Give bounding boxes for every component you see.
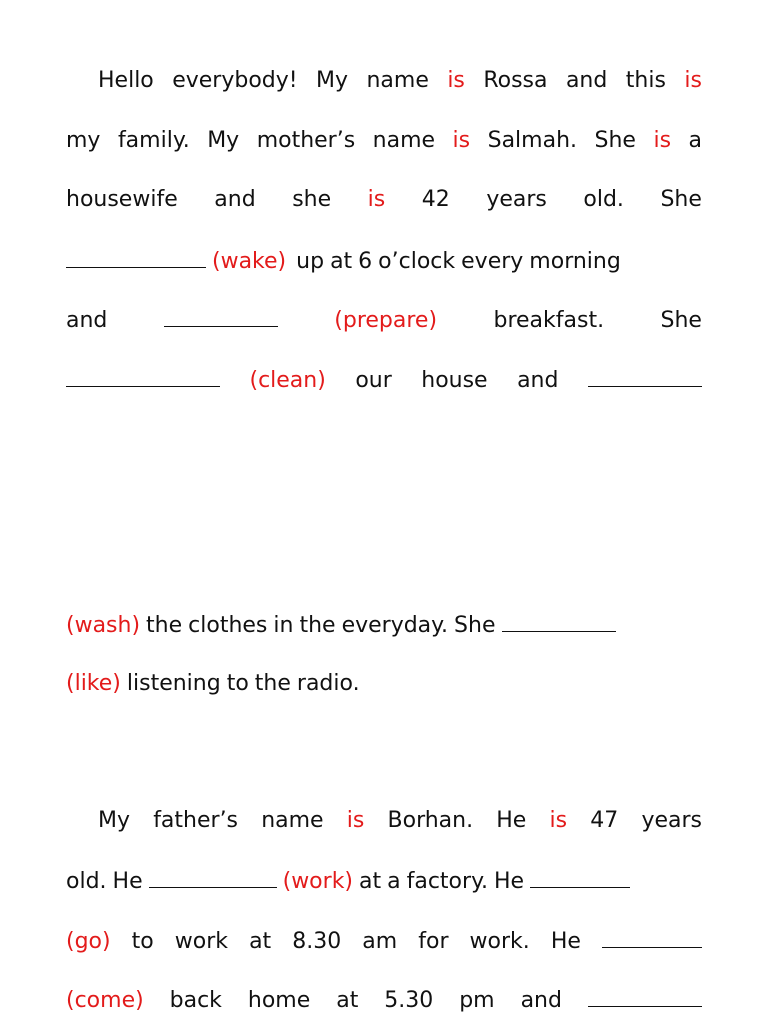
word: to (226, 671, 249, 696)
highlighted-verb: is (653, 128, 672, 153)
word: up (296, 249, 325, 274)
highlighted-verb: is (452, 128, 471, 153)
word: every (461, 249, 524, 274)
paragraph1-line4 (66, 245, 702, 275)
word: everyday. (341, 613, 449, 638)
word: home (247, 988, 311, 1013)
word: father’s (153, 808, 239, 833)
highlighted-verb: is (346, 808, 365, 833)
word: breakfast. (493, 308, 605, 333)
paragraph2-line2 (66, 865, 702, 895)
word: 6 (358, 249, 373, 274)
word: work (174, 929, 229, 954)
word: and (517, 368, 559, 393)
paragraph2-line1 (98, 806, 702, 836)
word: name (366, 68, 429, 93)
word: at (336, 988, 359, 1013)
fill-in-blank[interactable] (602, 925, 702, 948)
fill-in-blank[interactable] (530, 865, 630, 888)
word: She (660, 187, 702, 212)
paragraph2-line3 (66, 925, 702, 955)
word: and (66, 308, 108, 333)
highlighted-verb: is (367, 187, 386, 212)
word: My (316, 68, 349, 93)
word: He (112, 869, 143, 894)
word: pm (459, 988, 495, 1013)
word: work. (469, 929, 530, 954)
word: and (214, 187, 256, 212)
paragraph1-line5 (66, 304, 702, 334)
word: mother’s (256, 128, 356, 153)
fill-in-blank[interactable] (588, 364, 702, 387)
fill-in-blank[interactable] (149, 865, 277, 888)
verb-hint: (come) (66, 988, 144, 1013)
fill-in-blank[interactable] (164, 304, 278, 327)
word: a (688, 128, 702, 153)
verb-hint: (wash) (66, 613, 141, 638)
word: He (493, 869, 525, 894)
verb-hint: (like) (66, 671, 121, 696)
verb-hint: (prepare) (334, 308, 438, 333)
word: factory. (406, 869, 488, 894)
word: My (98, 808, 131, 833)
word: Rossa (483, 68, 548, 93)
word: back (169, 988, 222, 1013)
word: Hello (98, 68, 154, 93)
word: everybody! (172, 68, 298, 93)
word: o’clock (378, 249, 456, 274)
word: my (66, 128, 101, 153)
word: 8.30 (292, 929, 342, 954)
word: Borhan. (387, 808, 474, 833)
word: our (355, 368, 392, 393)
word: radio. (296, 671, 360, 696)
word: the (146, 613, 183, 638)
word: and (565, 68, 608, 93)
word: He (496, 808, 527, 833)
fill-in-blank[interactable] (502, 609, 616, 632)
verb-hint: (go) (66, 929, 111, 954)
word: this (625, 68, 666, 93)
word: clothes (188, 613, 268, 638)
word: She (454, 613, 496, 638)
word: in (273, 613, 294, 638)
highlighted-verb: is (684, 68, 702, 93)
word: morning (529, 249, 621, 274)
fill-in-blank[interactable] (66, 245, 206, 268)
word: at (330, 249, 353, 274)
word: old. (66, 869, 107, 894)
word: and (520, 988, 562, 1013)
verb-hint: (wake) (212, 249, 287, 274)
verb-hint: (clean) (249, 368, 326, 393)
word: the (254, 671, 291, 696)
word: Salmah. (487, 128, 578, 153)
word: a (387, 869, 401, 894)
word: My (207, 128, 240, 153)
paragraph2-line4 (66, 984, 702, 1014)
paragraph1-line2 (66, 126, 702, 156)
word: house (421, 368, 488, 393)
highlighted-verb: is (549, 808, 568, 833)
word: name (372, 128, 436, 153)
paragraph1-line7 (66, 609, 702, 639)
word: at (359, 869, 382, 894)
word: housewife (66, 187, 178, 212)
verb-hint: (work) (282, 869, 354, 894)
paragraph1-line6 (66, 364, 702, 394)
word: at (249, 929, 272, 954)
word: for (418, 929, 449, 954)
word: 47 (590, 808, 619, 833)
word: years (486, 187, 547, 212)
word: family. (117, 128, 190, 153)
word: 42 (421, 187, 450, 212)
word: 5.30 (384, 988, 434, 1013)
word: she (292, 187, 332, 212)
fill-in-blank[interactable] (66, 364, 220, 387)
paragraph1-line1 (98, 66, 702, 96)
word: to (131, 929, 154, 954)
word: the (299, 613, 336, 638)
word: am (362, 929, 398, 954)
paragraph1-line3 (66, 185, 702, 215)
word: She (660, 308, 702, 333)
paragraph1-line8 (66, 669, 702, 699)
word: listening (126, 671, 221, 696)
word: He (550, 929, 581, 954)
highlighted-verb: is (447, 68, 465, 93)
word: name (261, 808, 324, 833)
word: years (641, 808, 702, 833)
word: old. (583, 187, 624, 212)
word: She (594, 128, 636, 153)
fill-in-blank[interactable] (588, 984, 702, 1007)
